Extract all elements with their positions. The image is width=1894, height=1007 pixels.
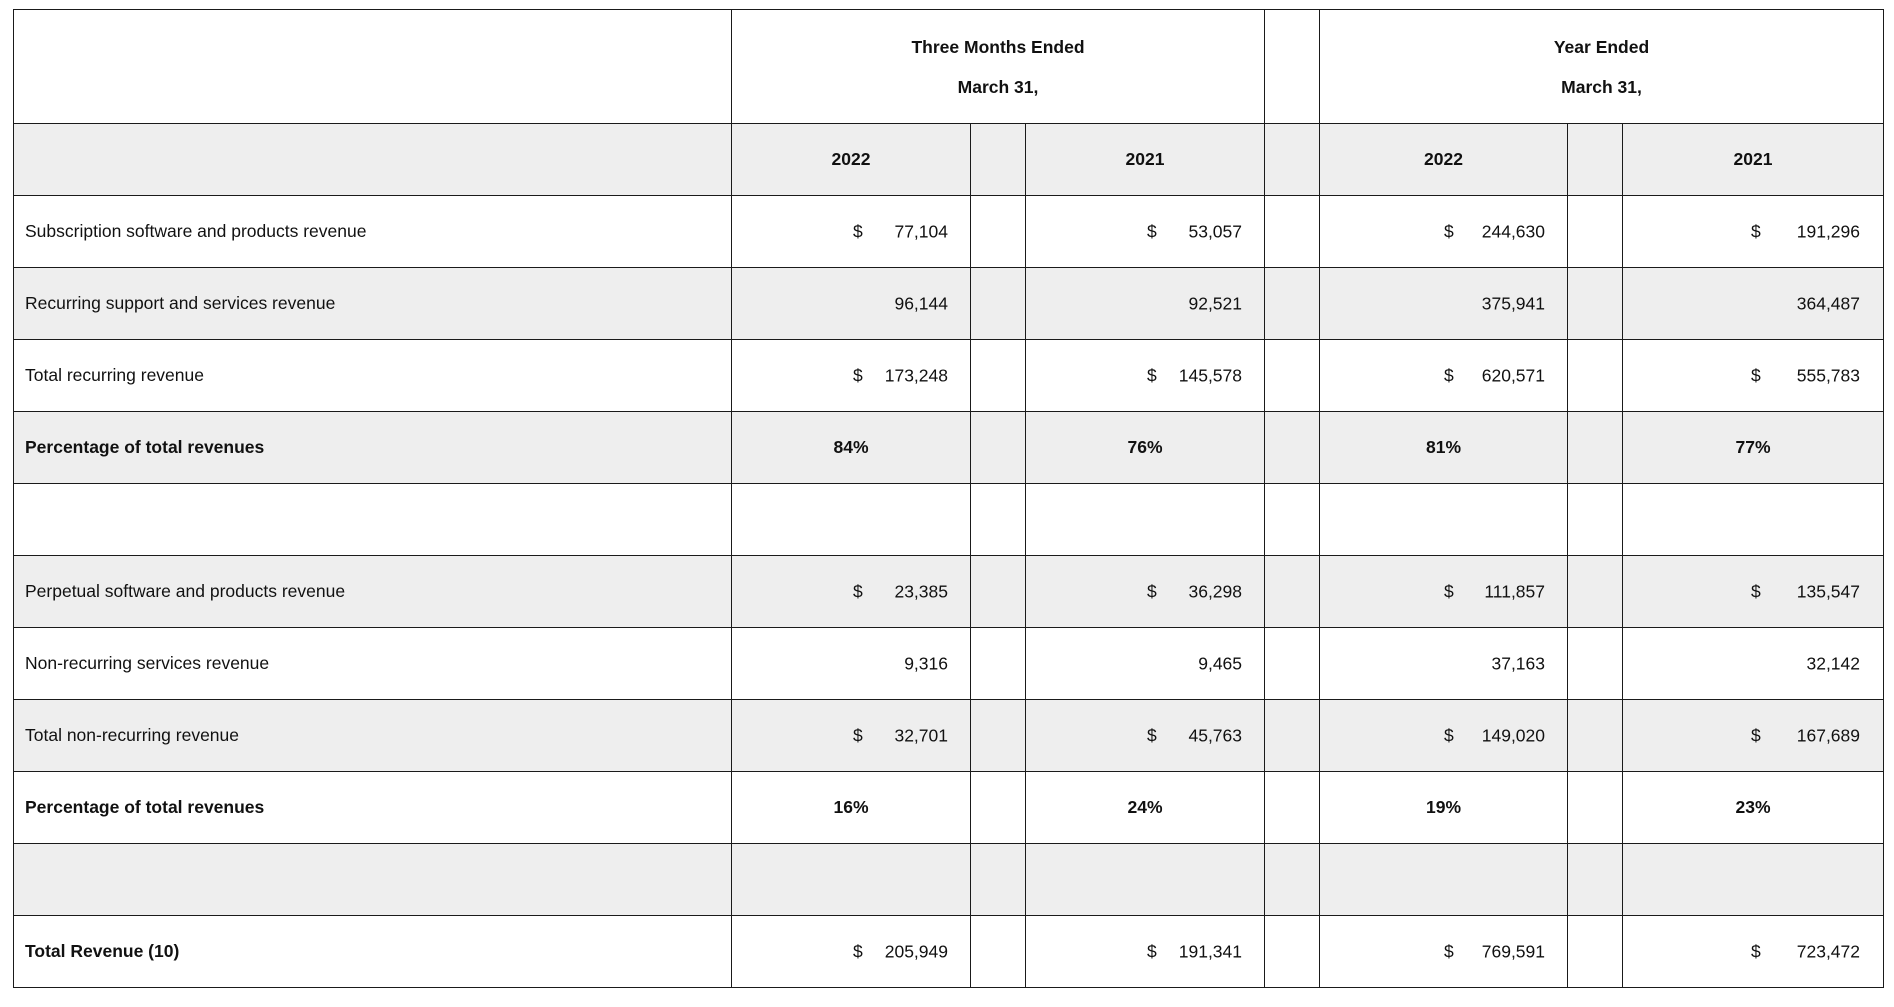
empty-cell (732, 844, 971, 916)
year-header-fy-2022: 2022 (1320, 124, 1568, 196)
amount-value: 23,385 (894, 581, 948, 601)
value-cell (1026, 340, 1265, 412)
amount-value: 555,783 (1796, 365, 1861, 385)
amount-value: 53,057 (1188, 221, 1243, 241)
currency-symbol: $ (1444, 941, 1454, 961)
amount-value: 167,689 (1796, 725, 1861, 745)
percent-cell: 77% (1623, 412, 1884, 484)
currency-symbol: $ (853, 221, 863, 241)
row-label: Total recurring revenue (14, 340, 732, 412)
row-label: Subscription software and products revenue (14, 196, 732, 268)
spacer-cell (971, 700, 1026, 772)
value-cell (732, 700, 971, 772)
header-row-years (14, 124, 1884, 196)
currency-symbol: $ (1444, 581, 1454, 601)
year-ended-title: Year Ended (1553, 36, 1650, 57)
percent-cell: 24% (1026, 772, 1265, 844)
spacer-cell (971, 628, 1026, 700)
empty-cell (1320, 844, 1568, 916)
value-cell (1320, 340, 1568, 412)
spacer-cell (1568, 124, 1623, 196)
amount-value: 32,701 (894, 725, 948, 745)
value-cell (1320, 700, 1568, 772)
spacer-cell (971, 556, 1026, 628)
year-ended-subtitle: March 31, (1561, 76, 1642, 97)
spacer-cell (1265, 268, 1320, 340)
amount-value: 135,547 (1796, 581, 1861, 601)
spacer-cell (1568, 844, 1623, 916)
spacer-cell (1568, 916, 1623, 988)
revenue-table (13, 9, 1884, 988)
amount-value: 111,857 (1484, 581, 1546, 601)
row-label: Non-recurring services revenue (14, 628, 732, 700)
value-cell (1623, 268, 1884, 340)
table-row (14, 628, 1884, 700)
amount-value: 191,341 (1178, 941, 1243, 961)
empty-cell (1026, 484, 1265, 556)
currency-symbol: $ (1147, 581, 1157, 601)
header-row-period (14, 10, 1884, 124)
spacer-cell (1568, 484, 1623, 556)
amount-value: 244,630 (1481, 221, 1546, 241)
row-label: Total Revenue (10) (14, 916, 732, 988)
value-cell (1623, 340, 1884, 412)
spacer-cell (1265, 196, 1320, 268)
table-row (14, 340, 1884, 412)
row-label: Recurring support and services revenue (14, 268, 732, 340)
table-row (14, 196, 1884, 268)
spacer-cell (971, 268, 1026, 340)
value-cell (1320, 628, 1568, 700)
value-cell (732, 196, 971, 268)
empty-cell (732, 484, 971, 556)
value-cell (1026, 628, 1265, 700)
value-cell (732, 556, 971, 628)
currency-symbol: $ (853, 581, 863, 601)
value-cell (1623, 916, 1884, 988)
currency-symbol: $ (1751, 941, 1761, 961)
spacer-cell (971, 484, 1026, 556)
value-cell (1623, 700, 1884, 772)
empty-cell (1623, 844, 1884, 916)
percent-cell: 81% (1320, 412, 1568, 484)
spacer-cell (1265, 484, 1320, 556)
spacer-cell (971, 412, 1026, 484)
year-header-q-2022: 2022 (732, 124, 971, 196)
amount-value: 92,521 (1188, 293, 1243, 313)
header-spacer-cell (1265, 10, 1320, 124)
amount-value: 205,949 (884, 941, 948, 961)
table-row (14, 700, 1884, 772)
value-cell (1026, 700, 1265, 772)
spacer-cell (1568, 268, 1623, 340)
spacer-cell (1568, 628, 1623, 700)
value-cell (1320, 196, 1568, 268)
spacer-cell (1265, 556, 1320, 628)
empty-cell (1320, 484, 1568, 556)
currency-symbol: $ (1147, 941, 1157, 961)
currency-symbol: $ (1147, 725, 1157, 745)
value-cell (1320, 916, 1568, 988)
currency-symbol: $ (1751, 581, 1761, 601)
spacer-cell (1568, 556, 1623, 628)
amount-value: 769,591 (1481, 941, 1546, 961)
value-cell (1320, 268, 1568, 340)
value-cell (732, 916, 971, 988)
spacer-cell (1265, 772, 1320, 844)
amount-value: 620,571 (1481, 365, 1546, 385)
spacer-cell (1568, 412, 1623, 484)
value-cell (732, 628, 971, 700)
amount-value: 145,578 (1178, 365, 1243, 385)
currency-symbol: $ (853, 941, 863, 961)
value-cell (1623, 628, 1884, 700)
amount-value: 723,472 (1796, 941, 1861, 961)
three-months-subtitle: March 31, (957, 76, 1039, 97)
table-row (14, 916, 1884, 988)
spacer-cell (1265, 340, 1320, 412)
row-label: Percentage of total revenues (14, 772, 732, 844)
spacer-cell (1568, 340, 1623, 412)
empty-cell (1623, 484, 1884, 556)
currency-symbol: $ (853, 365, 863, 385)
amount-value: 77,104 (894, 221, 948, 241)
spacer-cell (1568, 700, 1623, 772)
currency-symbol: $ (1444, 725, 1454, 745)
spacer-cell (971, 196, 1026, 268)
percent-cell: 19% (1320, 772, 1568, 844)
amount-value: 9,316 (904, 653, 948, 673)
year-ended-header (1320, 10, 1884, 124)
row-label: Perpetual software and products revenue (14, 556, 732, 628)
value-cell (732, 340, 971, 412)
spacer-cell (1265, 628, 1320, 700)
value-cell (1026, 556, 1265, 628)
table-row (14, 556, 1884, 628)
amount-value: 96,144 (894, 293, 948, 313)
amount-value: 45,763 (1188, 725, 1243, 745)
amount-value: 173,248 (884, 365, 948, 385)
currency-symbol: $ (1751, 365, 1761, 385)
table-row (14, 484, 1884, 556)
spacer-cell (1568, 196, 1623, 268)
currency-symbol: $ (853, 725, 863, 745)
three-months-header (732, 10, 1265, 124)
amount-value: 149,020 (1481, 725, 1546, 745)
value-cell (1623, 196, 1884, 268)
percent-cell: 84% (732, 412, 971, 484)
spacer-cell (971, 916, 1026, 988)
currency-symbol: $ (1444, 365, 1454, 385)
table-row (14, 772, 1884, 844)
amount-value: 37,163 (1491, 653, 1546, 673)
spacer-cell (971, 124, 1026, 196)
empty-cell (1026, 844, 1265, 916)
currency-symbol: $ (1147, 221, 1157, 241)
table-row (14, 844, 1884, 916)
row-label: Total non-recurring revenue (14, 700, 732, 772)
value-cell (1026, 268, 1265, 340)
spacer-cell (1265, 844, 1320, 916)
year-header-fy-2021: 2021 (1623, 124, 1884, 196)
currency-symbol: $ (1444, 221, 1454, 241)
spacer-cell (971, 340, 1026, 412)
amount-value: 32,142 (1806, 653, 1861, 673)
revenue-table-container (13, 9, 1884, 988)
spacer-cell (971, 844, 1026, 916)
currency-symbol: $ (1751, 221, 1761, 241)
value-cell (1623, 556, 1884, 628)
percent-cell: 76% (1026, 412, 1265, 484)
currency-symbol: $ (1751, 725, 1761, 745)
value-cell (1026, 916, 1265, 988)
amount-value: 375,941 (1481, 293, 1546, 313)
year-header-q-2021: 2021 (1026, 124, 1265, 196)
spacer-cell (1265, 412, 1320, 484)
row-label: Percentage of total revenues (14, 412, 732, 484)
header-empty-cell (14, 124, 732, 196)
percent-cell: 16% (732, 772, 971, 844)
amount-value: 364,487 (1796, 293, 1861, 313)
value-cell (732, 268, 971, 340)
spacer-cell (1265, 124, 1320, 196)
table-row (14, 268, 1884, 340)
header-empty-cell (14, 10, 732, 124)
spacer-cell (1568, 772, 1623, 844)
value-cell (1026, 196, 1265, 268)
spacer-cell (1265, 916, 1320, 988)
value-cell (1320, 556, 1568, 628)
currency-symbol: $ (1147, 365, 1157, 385)
table-row (14, 412, 1884, 484)
amount-value: 9,465 (1198, 653, 1243, 673)
row-label (14, 484, 732, 556)
spacer-cell (1265, 700, 1320, 772)
amount-value: 191,296 (1796, 221, 1861, 241)
percent-cell: 23% (1623, 772, 1884, 844)
row-label (14, 844, 732, 916)
three-months-title: Three Months Ended (911, 36, 1085, 57)
amount-value: 36,298 (1188, 581, 1243, 601)
spacer-cell (971, 772, 1026, 844)
